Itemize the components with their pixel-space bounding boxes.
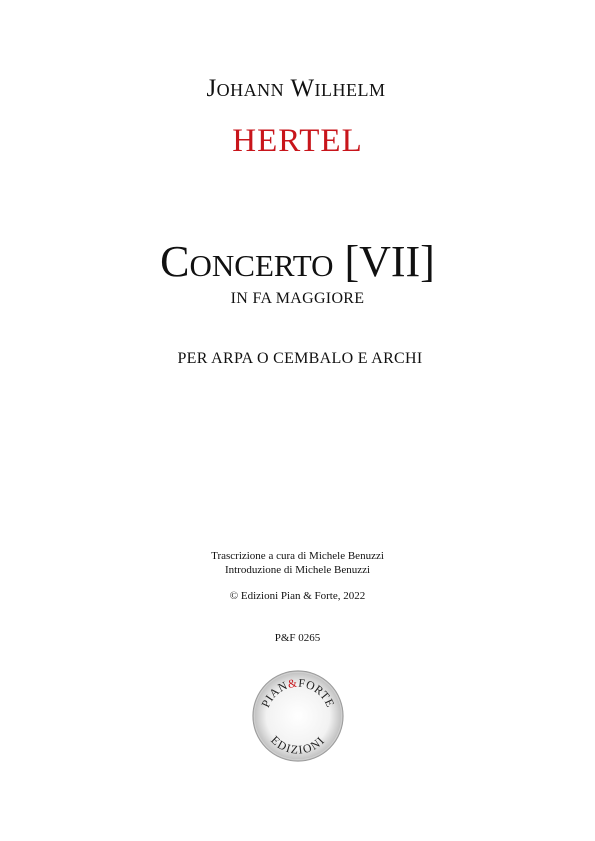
transcription-credit: Trascrizione a cura di Michele Benuzzi <box>211 550 384 562</box>
composer-surname: HERTEL <box>232 123 363 159</box>
copyright-notice: © Edizioni Pian & Forte, 2022 <box>229 590 366 602</box>
work-title: Concerto [VII] <box>160 237 435 286</box>
svg-text:PIAN&FORTE: PIAN&FORTE <box>259 676 337 710</box>
catalog-number: P&F 0265 <box>274 632 321 644</box>
composer-first-names: Johann Wilhelm <box>206 75 386 102</box>
work-key: IN FA MAGGIORE <box>230 290 365 307</box>
work-scoring: PER ARPA O CEMBALO E ARCHI <box>177 350 423 367</box>
introduction-credit: Introduzione di Michele Benuzzi <box>224 564 371 576</box>
svg-text:EDIZIONI: EDIZIONI <box>268 733 328 757</box>
publisher-logo-seal <box>251 669 345 763</box>
